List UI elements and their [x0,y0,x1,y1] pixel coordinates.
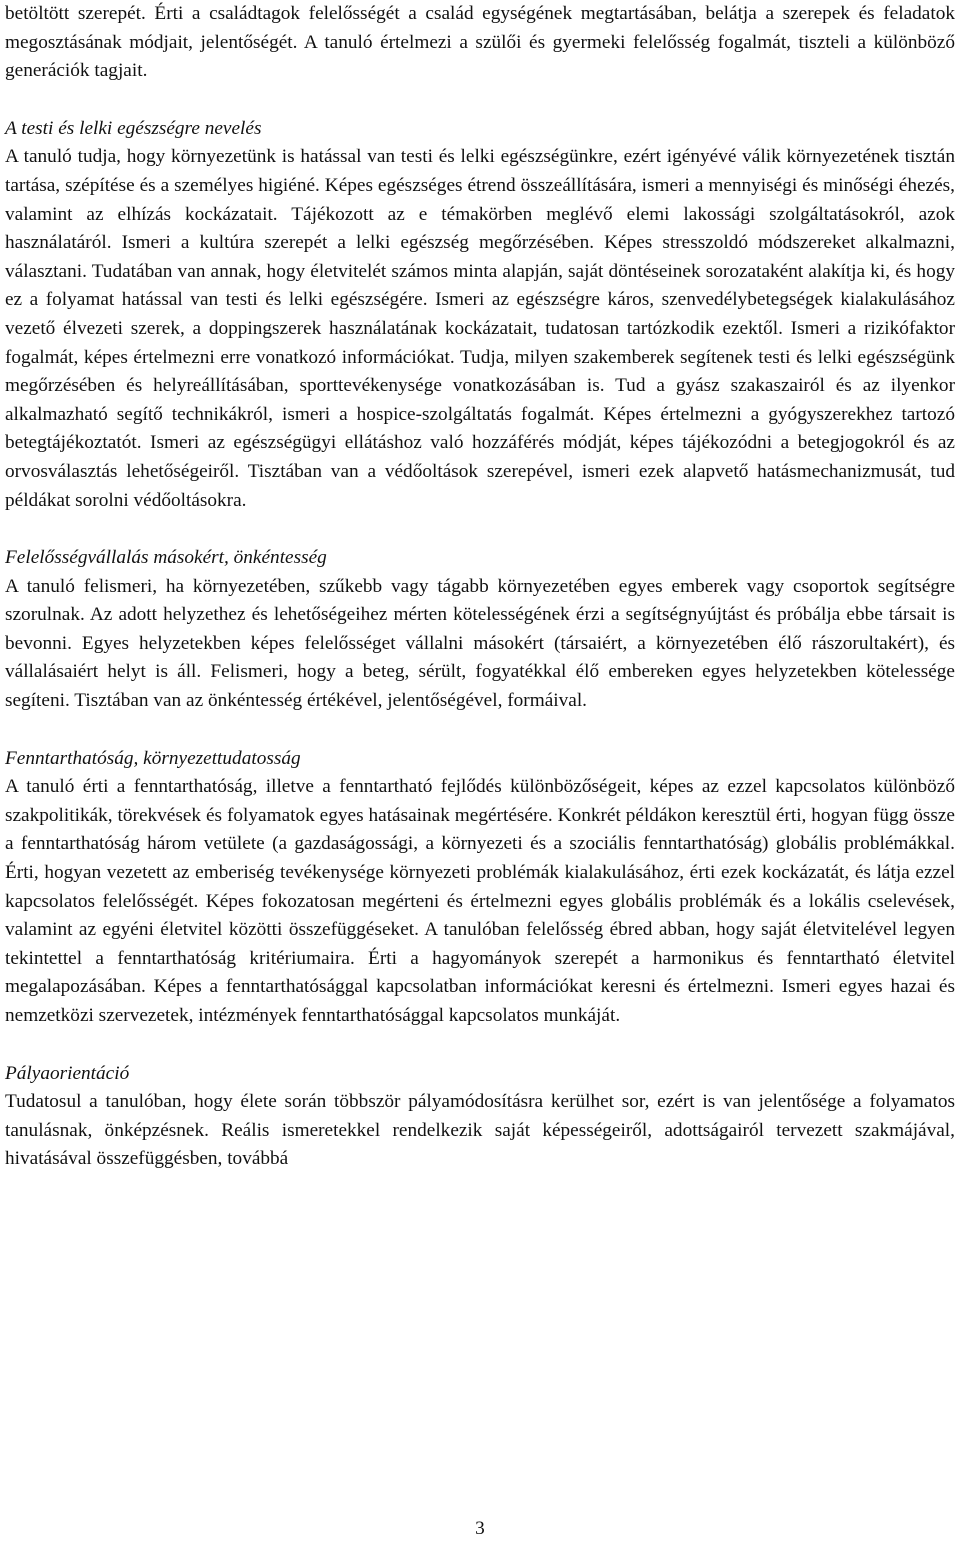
section-heading: Felelősségvállalás másokért, önkéntesség [5,547,327,569]
section-responsibility-volunteering [5,544,955,716]
section-heading: A testi és lelki egészségre nevelés [5,117,262,139]
section-paragraph: Tudatosul a tanulóban, hogy élete során többször pályamódosításra kerülhet sor, ezért is van jelentősége a folyamatos tanulásnak, önképzésnek. Reális ismeretekkel rendelkezik saját képességeiről, adottságairól tervezett szakmájával, hivatásával összefüggésben, továbbá [5,1091,955,1170]
section-paragraph: A tanuló felismeri, ha környezetében, szűkebb vagy tágabb környezetében egyes emberek vagy csoportok segítségre szorulnak. Az adott helyzethez és lehetőségeihez mérten kötelességének érzi a segítségnyújtást és próbálja ebbe társait is bevonni. Egyes helyzetekben képes felelősséget vállalni másokért (társaiért, a környezetében élő rászorultakért), és vállalásaiért helyt is áll. Felismeri, hogy a beteg, sérült, fogyatékkal élő embereken egyes helyzetekben kötelessége segíteni. Tisztában van az önkéntesség értékével, jelentőségével, formáival. [5,575,955,712]
section-paragraph: A tanuló tudja, hogy környezetünk is hatással van testi és lelki egészségünkre, ezért igényévé válik környezetének tisztán tartása, szépítése és a személyes higiéné. Képes egészséges étrend összeállítására, ismeri a mennyiségi és minőségi éhezés, valamint az elhízás kockázatait. Tájékozott az e témakörben meglévő elemi lakossági szolgáltatásokról, azok használatáról. Ismeri a kultúra szerepét a lelki egészség megőrzésében. Képes stresszoldó módszereket alkalmazni, választani. Tudatában van annak, hogy életvitelét számos minta alapján, saját döntéseinek sorozataként alakítja ki, és hogy ez a folyamat hatással van testi és lelki egészségére. Ismeri az egészségre káros, szenvedélybetegségek kialakulásához vezető élvezeti szerek, a doppingszerek használatának kockázatait, tudatosan tartózkodik ezektől. Ismeri a rizikófaktor fogalmát, képes értelmezni erre vonatkozó információkat. Tudja, milyen szakemberek segítenek testi és lelki egészségünk megőrzésében és helyreállításában, sporttevékenysége vonatkozásában is. Tud a gyász szakaszairól és az ilyenkor alkalmazható segítő technikákról, ismeri a hospice-szolgáltatás fogalmát. Képes értelmezni a gyógyszerekhez tartozó betegtájékoztatót. Ismeri az egészségügyi ellátáshoz való hozzáférés módját, képes tájékozódni a betegjogokról és az orvosválasztás lehetőségeiről. Tisztában van a védőoltások szerepével, ismeri ezek alapvető hatásmechanizmusát, tud példákat sorolni védőoltásokra. [5,146,955,511]
section-paragraph: A tanuló érti a fenntarthatóság, illetve a fenntartható fejlődés különbözőségeit, képes az ezzel kapcsolatos különböző szakpolitikák, törekvések és folyamatok egyes hatásainak megértésére. Konkrét példákon keresztül érti, hogyan függ össze a fenntarthatóság három vetülete (a gazdaságossági, a környezeti és a szociális fenntarthatóság) globális problémákkal. Érti, hogyan vezetett az emberiség tevékenysége környezeti problémák kialakulásához, érti ezek kockázatát, és látja ezzel kapcsolatos felelősségét. Képes fokozatosan megérteni és értelmezni egyes globális problémák és a lokális cselevések, valamint az egyéni életvitel közötti összefüggéseket. A tanulóban felelősség ébred abban, hogy saját életvitelével legyen tekintettel a fenntarthatóság kritériumaira. Érti a hagyományok szerepét a harmonikus és fenntartható életvitel megalapozásában. Képes a fenntarthatósággal kapcsolatban információkat keresni és értelmezni. Ismeri egyes hazai és nemzetközi szervezetek, intézmények fenntarthatósággal kapcsolatos munkáját. [5,776,955,1026]
section-health-education [5,115,955,515]
page-number: 3 [475,1518,485,1539]
section-career-orientation [5,1060,955,1174]
section-heading: Fenntarthatóság, környezettudatosság [5,747,301,769]
intro-paragraph: betöltött szerepét. Érti a családtagok felelősségét a család egységének megtartásában, belátja a szerepek és feladatok megosztásának módjait, jelentőségét. A tanuló értelmezi a szülői és gyermeki felelősség fogalmát, tiszteli a különböző generációk tagjait. [5,3,955,82]
section-heading: Pályaorientáció [5,1062,130,1084]
section-sustainability [5,745,955,1031]
document-page [5,0,955,1174]
